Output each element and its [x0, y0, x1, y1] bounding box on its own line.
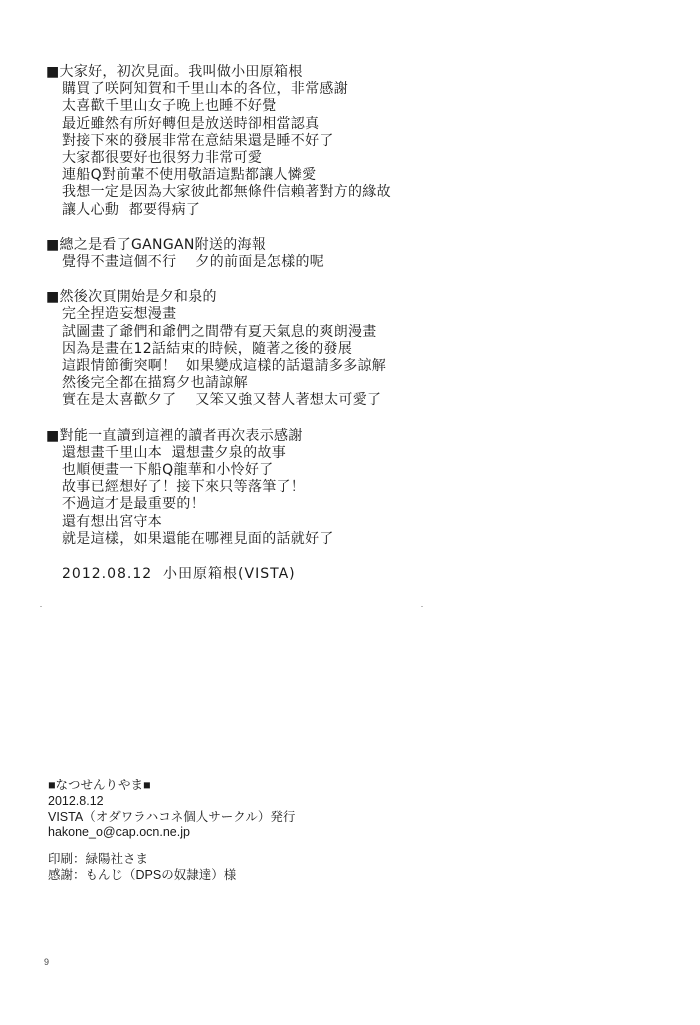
- colophon-date: 2012.8.12: [48, 793, 104, 808]
- afterword-line: ■總之是看了GANGAN附送的海報: [46, 236, 267, 253]
- afterword-line: 還想畫千里山本 還想畫夕泉的故事: [62, 444, 286, 461]
- scan-speck: [40, 606, 42, 607]
- afterword-line: 連船Q對前輩不使用敬語這點都讓人憐愛: [62, 167, 317, 184]
- page-number: 9: [44, 957, 50, 967]
- afterword-line: ■大家好，初次見面。我叫做小田原箱根: [46, 64, 303, 80]
- afterword-line: 就是這樣，如果還能在哪裡見面的話就好了: [62, 530, 334, 547]
- afterword-line: 試圖畫了爺們和爺們之間帶有夏天氣息的爽朗漫畫: [62, 323, 377, 340]
- afterword-line: 實在是太喜歡夕了 又笨又強又替人著想太可愛了: [62, 392, 382, 409]
- afterword-line: 太喜歡千里山女子晚上也睡不好覺: [62, 98, 277, 115]
- afterword-line: 這跟情節衝突啊！ 如果變成這樣的話還請多多諒解: [62, 358, 387, 375]
- afterword-line: 購買了咲阿知賀和千里山本的各位，非常感謝: [62, 81, 348, 98]
- afterword-line: 最近雖然有所好轉但是放送時卻相當認真: [62, 115, 320, 132]
- colophon: [48, 778, 295, 884]
- afterword-line: 完全捏造妄想漫畫: [62, 306, 177, 323]
- afterword-signature: 2012.08.12 小田原箱根(VISTA): [62, 566, 296, 583]
- colophon-title: ■なつせんりやま■: [48, 778, 151, 792]
- colophon-thanks: 感謝：もんじ（DPSの奴隷達）様: [48, 867, 237, 882]
- afterword-line: 對接下來的發展非常在意結果還是睡不好了: [62, 132, 334, 149]
- afterword-line: 不過這才是最重要的！: [62, 496, 205, 513]
- afterword-line: 也順便畫一下船Q龍華和小怜好了: [62, 462, 274, 479]
- afterword-line: 因為是畫在12話結束的時候，隨著之後的發展: [62, 340, 353, 357]
- afterword-line: 然後完全都在描寫夕也請諒解: [62, 375, 248, 392]
- colophon-spacer: [48, 841, 295, 852]
- afterword-line: 還有想出宮守本: [62, 513, 163, 530]
- afterword: [46, 64, 391, 583]
- afterword-line: ■然後次頁開始是夕和泉的: [46, 289, 217, 306]
- afterword-line: 讓人心動 都要得病了: [62, 201, 201, 218]
- colophon-publisher: VISTA（オダワラハコネ個人サークル）発行: [48, 809, 296, 824]
- afterword-line: 大家都很要好也很努力非常可愛: [62, 150, 263, 167]
- afterword-line: 覺得不畫這個不行 夕的前面是怎樣的呢: [62, 254, 325, 271]
- afterword-line: 故事已經想好了！接下來只等落筆了！: [62, 479, 306, 496]
- afterword-section-poster: [46, 237, 391, 271]
- afterword-line: 我想一定是因為大家彼此都無條件信賴著對方的緣故: [62, 184, 391, 201]
- afterword-section-thanks: [46, 428, 391, 548]
- afterword-section-greeting: [46, 64, 391, 219]
- scan-speck: [421, 606, 423, 607]
- colophon-email: hakone_o@cap.ocn.ne.jp: [48, 825, 190, 840]
- afterword-section-manga: [46, 289, 391, 409]
- colophon-printer: 印刷：緑陽社さま: [48, 852, 149, 867]
- afterword-line: ■對能一直讀到這裡的讀者再次表示感謝: [46, 427, 303, 444]
